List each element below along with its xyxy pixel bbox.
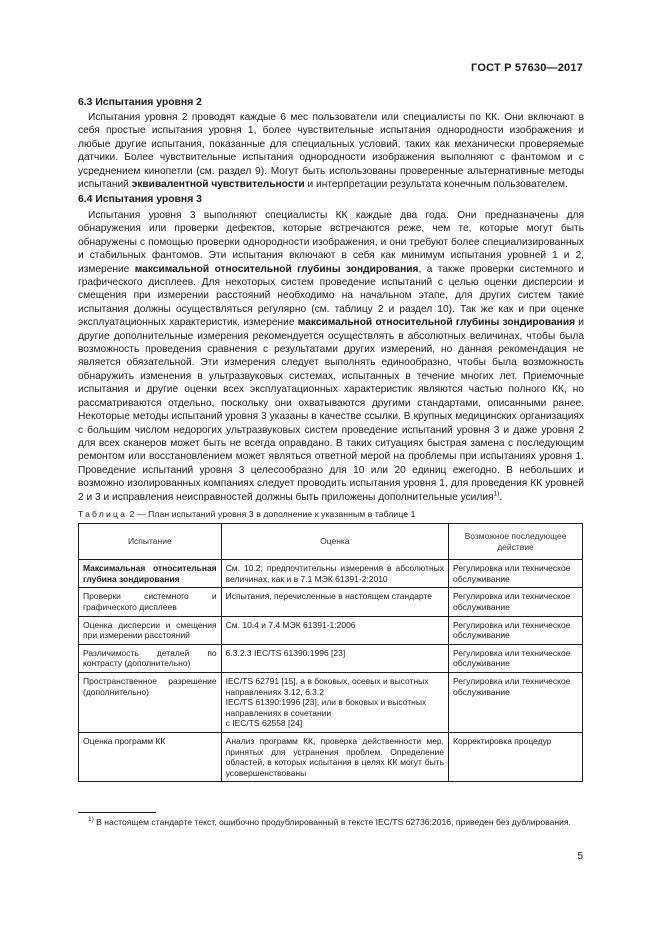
cell-test: Различимость деталей по контрасту (дополнительно)	[79, 644, 222, 672]
column-header-test: Испытание	[79, 524, 222, 560]
term-equivalent-sensitivity: эквивалентной чувствительности	[131, 179, 305, 191]
section-6-3-paragraph: Испытания уровня 2 проводят каждые 6 мес пользователи или специалисты по КК. Они включают в себя простые испытания уровня 1, более чувствительные испытания однородности изображения и любые другие испытания, показанные для специальных условий, таких как механически проверяемые датчики. Более чувствительные испытания однородности изображения выполняют с фантомом и с усреднением кинопетли (см. раздел 9). Могут быть использованы проверенные альтернативные методы испытаний эквивалентной чувствительности и интерпретации результата конечным пользователем.	[78, 112, 584, 191]
cell-action: Регулировка или техническое обслуживание	[449, 560, 583, 588]
cell-evaluation: 6.3.2.3 IEC/TS 61390:1996 [23]	[221, 644, 448, 672]
cell-action: Корректировка процедур	[449, 732, 583, 781]
footnote-divider	[78, 812, 156, 813]
cell-test: Максимальная относительная глубина зондирования	[79, 560, 222, 588]
standard-header: ГОСТ Р 57630—2017	[471, 62, 583, 74]
section-6-3-heading: 6.3 Испытания уровня 2	[78, 97, 202, 108]
section-6-4-heading: 6.4 Испытания уровня 3	[78, 194, 202, 205]
page-number: 5	[577, 851, 583, 862]
term-max-depth-2: максимальной относительной глубины зондирования	[297, 317, 576, 329]
cell-test: Оценка программ КК	[79, 732, 222, 781]
cell-evaluation: См. 10.2; предпочтительны измерения в абсолютных величинах, как и в 7.1 МЭК 61391-2:2010	[221, 560, 448, 588]
cell-test: Оценка дисперсии и смещения при измерении расстояний	[79, 616, 222, 644]
cell-evaluation: IEC/TS 62791 [15], а в боковых, осевых и высотных направлениях 3.12, 6.3.2 IEC/TS 61390:1996 [23], или в боковых и высотных направлениях в сочетании с IEC/TS 62558 [24]	[221, 672, 448, 732]
cell-test: Проверки системного и графического дисплеев	[79, 588, 222, 616]
cell-evaluation: Анализ программ КК, проверка действенности мер, принятых для устранения проблем. Определение областей, в которых испытания в целях КК могут быть усовершенствованы	[221, 732, 448, 781]
table-row	[79, 672, 583, 732]
table-row	[79, 732, 583, 781]
column-header-evaluation: Оценка	[221, 524, 448, 560]
table-row	[79, 616, 583, 644]
table-header-row	[79, 524, 583, 560]
table-row	[79, 560, 583, 588]
term-max-depth-1: максимальной относительной глубины зондирования	[134, 263, 419, 275]
cell-action: Регулировка или техническое обслуживание	[449, 616, 583, 644]
cell-action: Регулировка или техническое обслуживание	[449, 588, 583, 616]
cell-action: Регулировка или техническое обслуживание	[449, 644, 583, 672]
cell-action: Регулировка или техническое обслуживание	[449, 672, 583, 732]
table-row	[79, 588, 583, 616]
footnote: $^{1)}$ В настоящем стандарте текст, ошибочно продублированный в тексте IEC/TS 62736:2016, приведен без дублирования.	[88, 816, 571, 827]
level-3-test-plan-table	[78, 523, 583, 782]
table-row	[79, 644, 583, 672]
cell-test: Пространственное разрешение (дополнительно)	[79, 672, 222, 732]
footnote-reference[interactable]: 1)	[493, 490, 500, 498]
column-header-action: Возможное последующее действие	[449, 524, 583, 560]
cell-evaluation: Испытания, перечисленные в настоящем стандарте	[221, 588, 448, 616]
section-6-4-paragraph: Испытания уровня 3 выполняют специалисты КК каждые два года. Они предназначены для обнаружения или проверки дефектов, которые встречаются реже, чем те, которые могут быть обнаружены с помощью проверки однородности изображения, и они требуют более специализированных и стабильных фантомов. Эти испытания включают в себя как минимум испытания уровней 1 и 2, измерение максимальной относительной глубины зондирования, а также проверки системного и графического дисплеев. Для некоторых систем проведение испытаний с целью оценки дисперсии и смещения при измерении расстояний необходимо на начальном этапе, для других систем такие испытания должны осуществляться регулярно (см. таблицу 2 и раздел 10). Так же как и при оценке эксплуатационных характеристик, измерение максимальной относительной глубины зондирования и другие дополнительные измерения рекомендуется осуществлять в абсолютных величинах, чтобы была возможность проведения сравнения с результатами других измерений, но данная рекомендация не является обязательной. Эти измерения следует выполнять единообразно, чтобы была возможность обнаружить изменения в ультразвуковых системах, испытанных в течение многих лет. Приемочные испытания и другие оценки всех эксплуатационных характеристик являются частью полного КК, но рассматриваются отдельно, поскольку они охватываются другими стандартами, описанными ранее. Некоторые методы испытаний уровня 3 указаны в качестве ссылки. В крупных медицинских организациях с большим числом недорогих ультразвуковых систем проведение испытаний уровня 3 и даже уровня 2 для всех сканеров может быть не всегда оправдано. В таких ситуациях быстрая замена с последующим ремонтом или восстановлением может являться ответной мерой на проблемы при испытаниях уровня 1. Проведение испытаний уровня 3 целесообразно для 10 или 20 единиц ежегодно. В небольших и возможно изолированных компаниях следует проводить испытания уровня 1, для проведения КК уровней 2 и 3 и исправления неисправностей должны быть приложены дополнительные усилия$^{1)}$.	[78, 210, 585, 503]
cell-evaluation: См. 10.4 и 7.4 МЭК 61391-1:2006	[221, 616, 448, 644]
table-caption: Таблица 2 — План испытаний уровня 3 в дополнение к указанным в таблице 1	[78, 509, 416, 519]
